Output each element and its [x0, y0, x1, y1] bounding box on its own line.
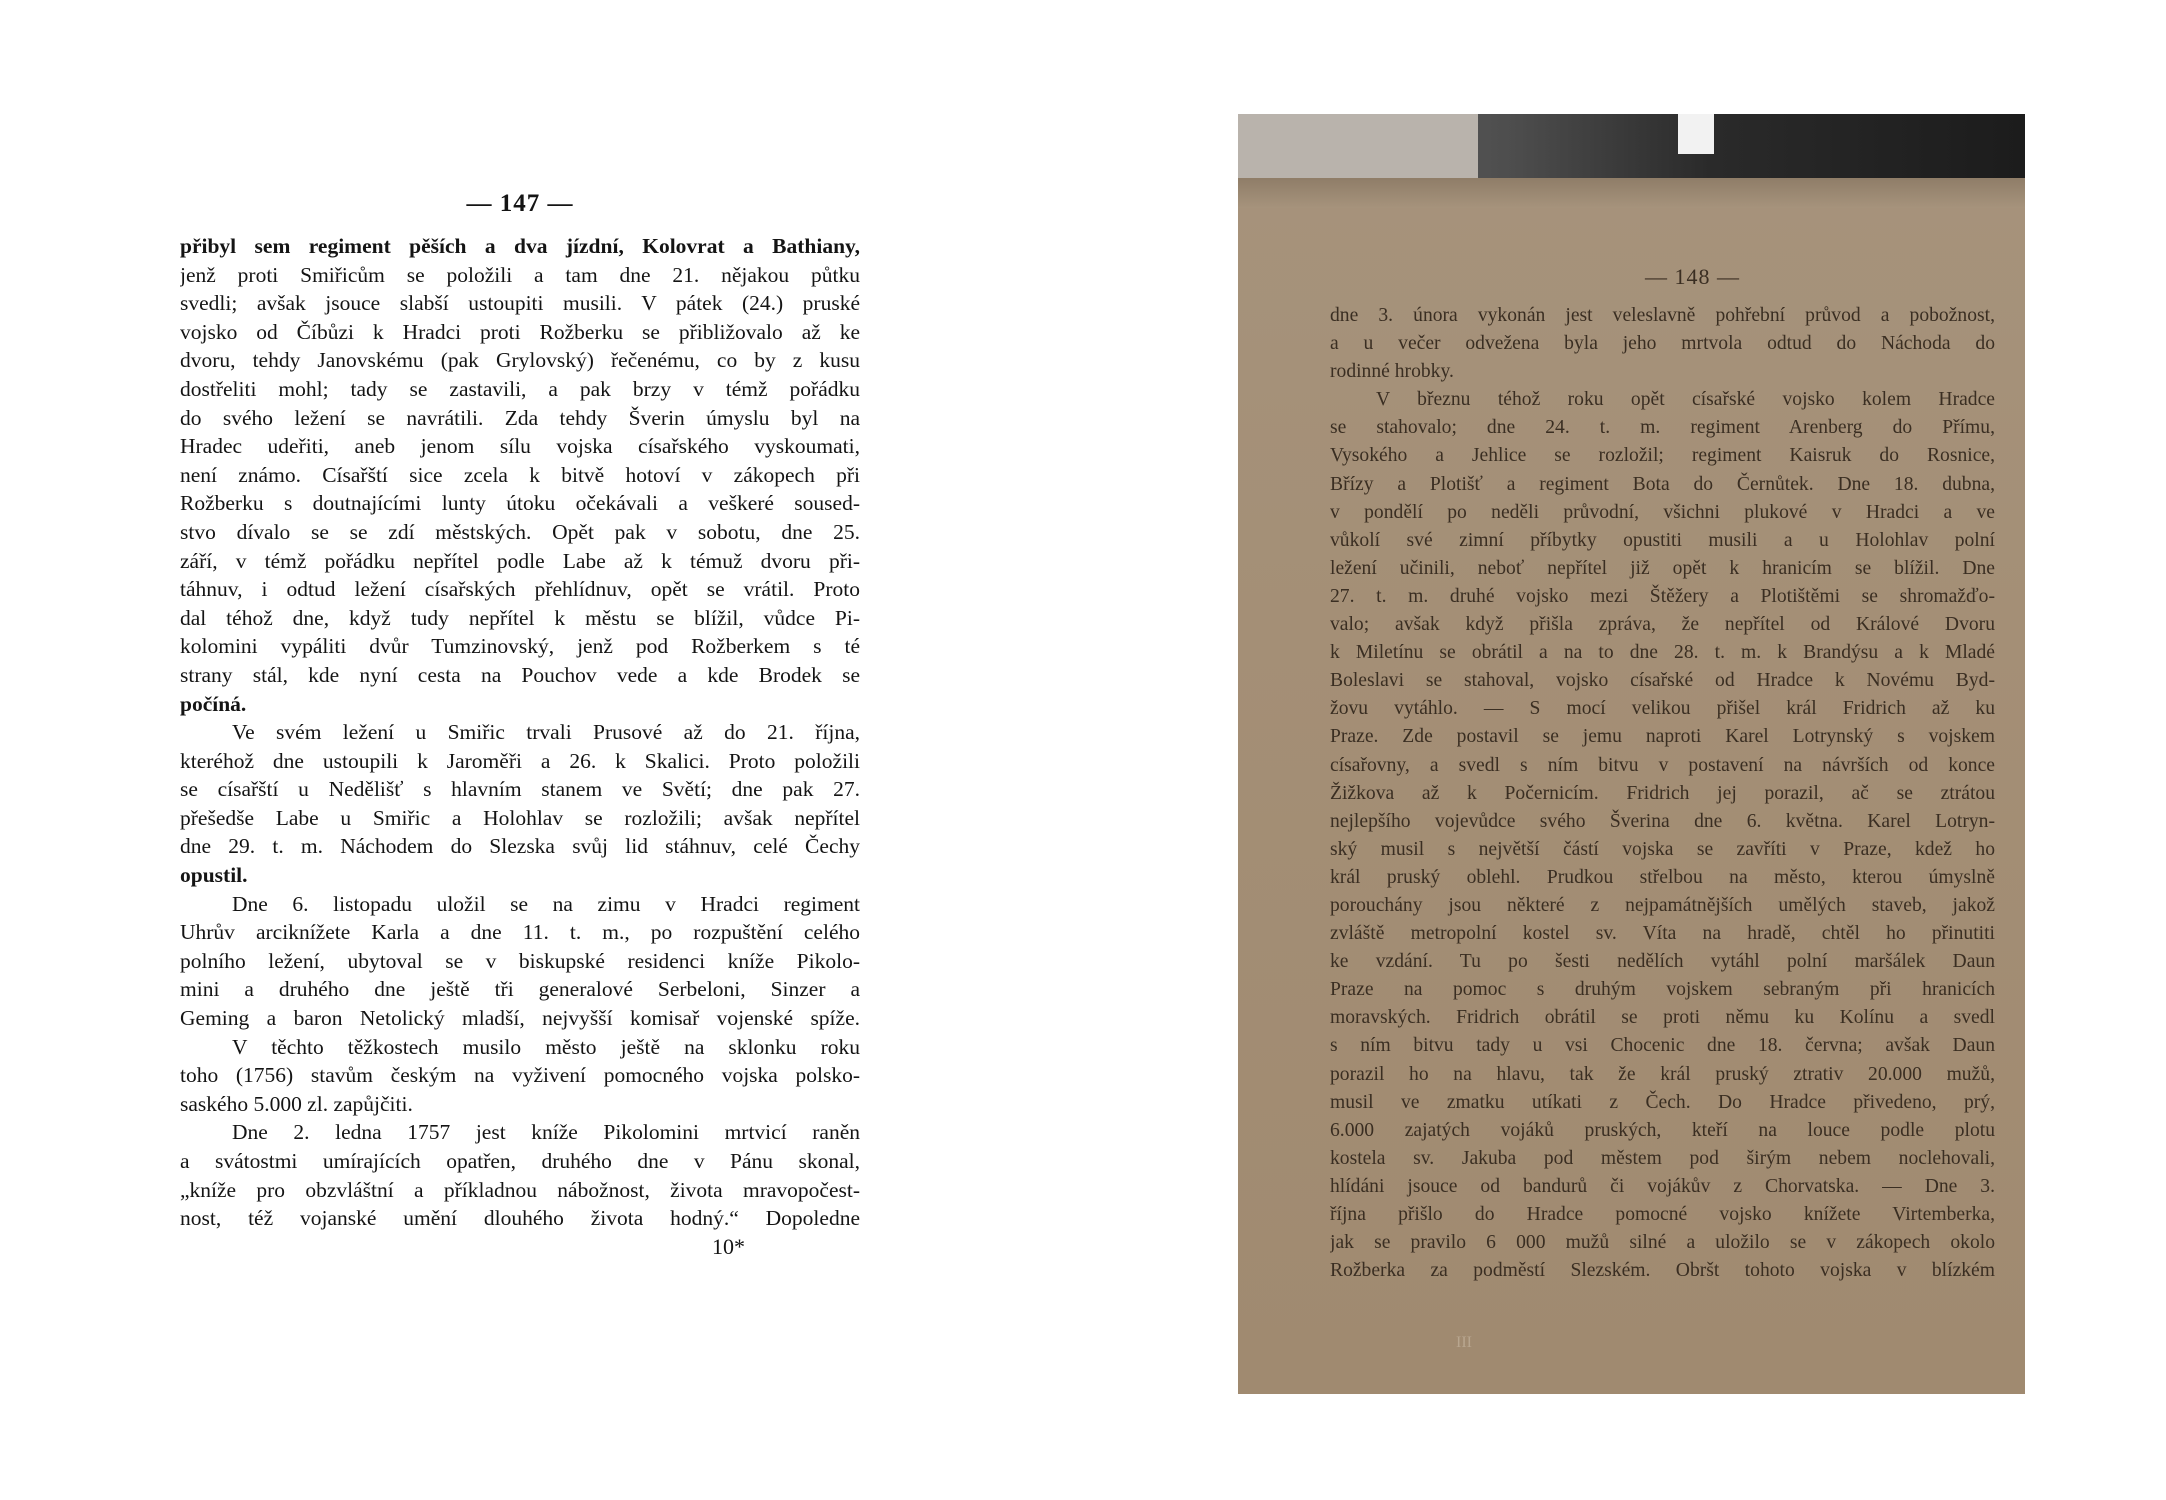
text-line: Žižkova až k Počernicím. Fridrich jej porazil, ač se ztrátou [1330, 782, 1995, 804]
right-page-photo [1238, 114, 2025, 1394]
text-line: rodinné hrobky. [1330, 361, 1454, 383]
text-line: moravských. Fridrich obrátil se proti němu ku Kolínu a svedl [1330, 1007, 1995, 1029]
text-line: mini a druhého dne ještě tři generalové Serbeloni, Sinzer a [180, 977, 860, 1002]
text-line: král pruský oblehl. Prudkou střelbou na město, kterou úmyslně [1330, 866, 1995, 888]
right-page-text [1330, 264, 1995, 1285]
text-line: Praze na pomoc s druhým vojskem sebraným při hranicích [1330, 979, 1995, 1001]
text-line: dvoru, tehdy Janovskému (pak Grylovský) řečenému, co by z kusu [180, 348, 860, 373]
text-line: 27. t. m. druhé vojsko mezi Štěžery a Plotištěmi se shromažďo- [1330, 585, 1995, 607]
text-line: Geming a baron Netolický mladší, nejvyšší komisař vojenské spíže. [180, 1006, 860, 1031]
text-line: Hradec udeřiti, aneb jenom sílu vojska císařského vyskoumati, [180, 434, 860, 459]
text-line: vojsko od Číbůzi k Hradci proti Rožberku se přibližovalo až ke [180, 319, 860, 344]
text-line: V těchto těžkostech musilo město ještě na sklonku roku [232, 1034, 860, 1059]
page-edge-shadow [1238, 178, 2025, 208]
text-line: a u večer odvežena byla jeho mrtvola odtud do Náchoda do [1330, 333, 1995, 355]
text-line: kteréhož dne ustoupili k Jaroměři a 26. k Skalici. Proto položili [180, 748, 860, 773]
text-line: porazil ho na hlavu, tak že král pruský ztrativ 20.000 mužů, [1330, 1063, 1995, 1085]
text-line: ležení učinili, neboť nepřítel již opět k hranicím se blížil. Dne [1330, 557, 1995, 579]
text-line: do svého ležení se navrátili. Zda tehdy Šverin úmyslu byl na [180, 405, 860, 430]
faint-footer-mark: III [1456, 1334, 1472, 1351]
text-line: v pondělí po neděli průvodní, všichni plukové v Hradci a ve [1330, 501, 1995, 523]
text-line: „kníže pro obzvláštní a příkladnou nábožnost, života mravopočest- [180, 1177, 860, 1202]
left-page-number: — 147 — [466, 190, 574, 217]
text-line: Praze. Zde postavil se jemu naproti Karel Lotrynský s vojskem [1330, 726, 1995, 748]
text-line: ke vzdání. Tu po šesti nedělích vytáhl polní maršálek Daun [1330, 951, 1995, 973]
text-line: opustil. [180, 863, 248, 888]
text-line: táhnuv, i odtud ležení císařských přehlídnuv, opět se vrátil. Proto [180, 577, 860, 602]
text-line: Vysokého a Jehlice se rozložil; regiment Kaisruk do Rosnice, [1330, 445, 1995, 467]
text-line: vůkolí své zimní příbytky opustiti musili a u Holohlav polní [1330, 529, 1995, 551]
text-line: jenž proti Smiřicům se položili a tam dne 21. nějakou půtku [180, 262, 860, 287]
text-line: počíná. [180, 691, 247, 716]
text-line: Dne 2. ledna 1757 jest kníže Pikolomini mrtvicí raněn [232, 1120, 860, 1145]
text-line: žovu vytáhlo. — S mocí velikou přišel král Fridrich až ku [1330, 698, 1995, 720]
text-line: nejlepšího vojevůdce svého Šverina dne 6. května. Karel Lotryn- [1330, 810, 1995, 832]
text-line: 6.000 zajatých vojáků pruských, kteří na louce podle plotu [1330, 1119, 1995, 1141]
text-line: hlídáni jsouce od bandurů či vojákův z Chorvatska. — Dne 3. [1330, 1175, 1995, 1197]
text-line: jak se pravilo 6 000 mužů silné a uložilo se v zákopech okolo [1330, 1232, 1995, 1254]
text-line: září, v témž pořádku nepřítel podle Labe až k témuž dvoru při- [180, 548, 860, 573]
text-line: není známo. Císařští sice zcela k bitvě hotoví v zákopech při [180, 462, 860, 487]
text-line: císařovny, a svedl s ním bitvu v postavení na návrších od konce [1330, 754, 1995, 776]
text-line: s ním bitvu tady u vsi Chocenic dne 18. června; avšak Daun [1330, 1035, 1995, 1057]
text-line: V březnu téhož roku opět císařské vojsko kolem Hradce [1376, 389, 1995, 411]
left-page-text [180, 232, 860, 1233]
text-line: porouchány jsou některé z nejpamátnějších umělých staveb, jakož [1330, 894, 1995, 916]
text-line: Uhrův arciknížete Karla a dne 11. t. m., po rozpuštění celého [180, 920, 860, 945]
text-line: Břízy a Plotišť a regiment Bota do Černůtek. Dne 18. dubna, [1330, 473, 1995, 495]
text-line: dne 29. t. m. Náchodem do Slezska svůj lid stáhnuv, celé Čechy [180, 834, 860, 859]
scan-top-border-highlight [1678, 114, 1714, 154]
text-line: kostela sv. Jakuba pod městem pod širým nebem noclehovali, [1330, 1147, 1995, 1169]
scan-top-border-light [1238, 114, 1478, 178]
text-line: se císařští u Nedělišť s hlavním stanem ve Světí; dne pak 27. [180, 777, 860, 802]
left-page [180, 190, 860, 1300]
text-line: Ve svém ležení u Smiřic trvali Prusové až do 21. října, [232, 720, 860, 745]
text-line: strany stál, kde nyní cesta na Pouchov vede a kde Brodek se [180, 662, 860, 687]
text-line: dostřeliti mohl; tady se zastavili, a pak brzy v témž pořádku [180, 376, 860, 401]
text-line: valo; avšak když přišla zpráva, že nepřítel od Králové Dvoru [1330, 614, 1995, 636]
text-line: toho (1756) stavům českým na vyživení pomocného vojska polsko- [180, 1063, 860, 1088]
text-line: Rožberku s doutnajícími lunty útoku očekávali a veškeré soused- [180, 491, 860, 516]
text-line: dal téhož dne, když tudy nepřítel k městu se blížil, vůdce Pi- [180, 605, 860, 630]
text-line: zvláště metropolní kostel sv. Víta na hradě, chtěl ho přinutiti [1330, 923, 1995, 945]
text-line: stvo dívalo se se zdí městských. Opět pak v sobotu, dne 25. [180, 519, 860, 544]
text-line: svedli; avšak jsouce slabší ustoupiti musili. V pátek (24.) pruské [180, 291, 860, 316]
text-line: Rožberka za podměstí Slezském. Obršt tohoto vojska v blízkém [1330, 1260, 1995, 1282]
signature-mark: 10* [712, 1233, 745, 1259]
text-line: Dne 6. listopadu uložil se na zimu v Hradci regiment [232, 891, 860, 916]
text-line: k Miletínu se obrátil a na to dne 28. t. m. k Brandýsu a k Mladé [1330, 642, 1995, 664]
text-line: saského 5.000 zl. zapůjčiti. [180, 1091, 413, 1116]
text-line: se stahovalo; dne 24. t. m. regiment Arenberg do Přímu, [1330, 417, 1995, 439]
text-line: Boleslavi se stahoval, vojsko císařské od Hradce k Novému Byd- [1330, 670, 1995, 692]
text-line: polního ležení, ubytoval se v biskupské residenci kníže Pikolo- [180, 948, 860, 973]
text-line: dne 3. února vykonán jest veleslavně pohřební průvod a pobožnost, [1330, 305, 1995, 326]
text-line: nost, též vojanské umění dlouhého života hodný.“ Dopoledne [180, 1206, 860, 1231]
text-line: přešedše Labe u Smiřic a Holohlav se rozložili; avšak nepřítel [180, 805, 860, 830]
text-line: přibyl sem regiment pěších a dva jízdní, Kolovrat a Bathiany, [180, 234, 860, 258]
text-line: kolomini vypáliti dvůr Tumzinovský, jenž pod Rožberkem s té [180, 634, 860, 659]
text-line: a svátostmi umírajících opatřen, druhého dne v Pánu skonal, [180, 1149, 860, 1173]
text-line: musil ve zmatku utíkati z Čech. Do Hradce přivedeno, prý, [1330, 1091, 1995, 1113]
right-page-number: — 148 — [1645, 264, 1740, 289]
text-line: října přišlo do Hradce pomocné vojsko knížete Virtemberka, [1330, 1204, 1995, 1225]
text-line: ský musil s největší částí vojska se zavříti v Praze, kdež ho [1330, 838, 1995, 860]
